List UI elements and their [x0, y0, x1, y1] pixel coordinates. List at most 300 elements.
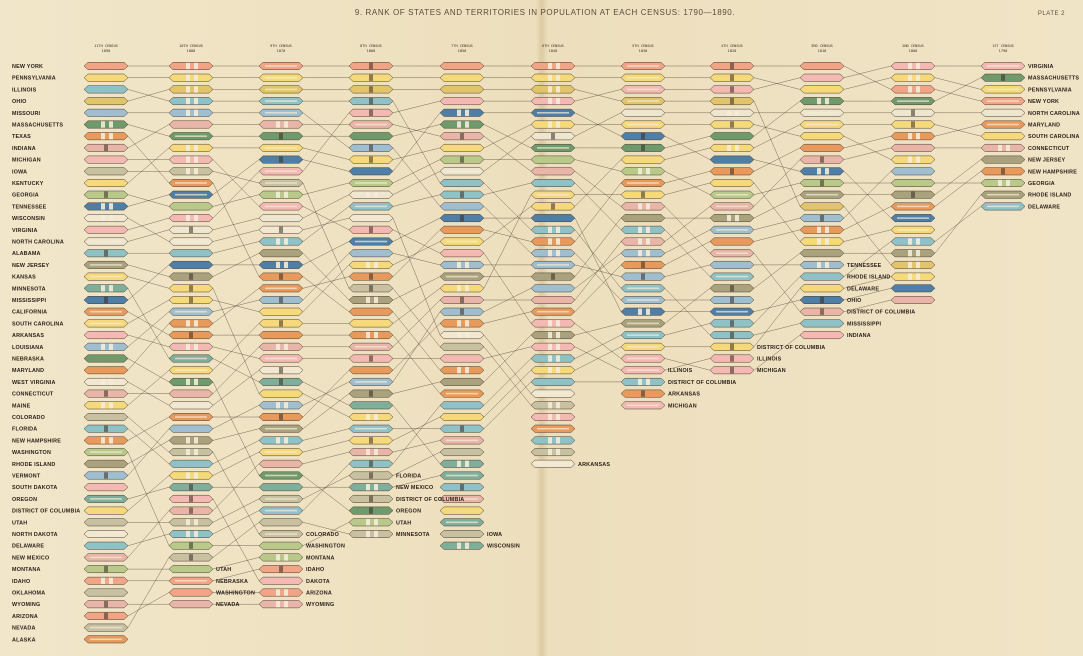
badge-louisiana-1890	[84, 343, 128, 350]
badge-new-mexico-1890	[84, 554, 128, 561]
connector-maryland-1850	[484, 230, 531, 242]
connector-virginia-1810	[844, 66, 891, 78]
connector-florida-1850	[484, 382, 531, 429]
end-label-delaware-1790: DELAWARE	[1028, 204, 1061, 211]
row-label-nebraska: NEBRASKA	[12, 356, 45, 363]
connector-alabama-1880	[213, 242, 259, 254]
badge-mississippi-1870	[259, 261, 303, 268]
badge-delaware-1890	[84, 542, 128, 549]
badge-district-of-columbia-1890	[84, 507, 128, 514]
connector-new-jersey-1860	[393, 277, 440, 300]
badge-massachusetts-1840	[531, 144, 575, 151]
badge-new-hampshire-1840	[531, 308, 575, 315]
badge-idaho-1870	[259, 565, 303, 572]
connector-texas-1860	[393, 312, 440, 371]
badge-vermont-1820	[710, 226, 754, 233]
badge-wisconsin-1870	[259, 226, 303, 233]
connector-tennessee-1830	[665, 136, 710, 159]
end-label-minnesota-1860: MINNESOTA	[396, 532, 430, 538]
badge-kentucky-1810	[800, 133, 844, 140]
connector-kentucky-1860	[393, 148, 440, 160]
connector-arkansas-1890	[128, 335, 169, 347]
badge-arkansas-1870	[259, 355, 303, 362]
badge-arkansas-1850	[440, 355, 484, 362]
badge-oregon-1850	[440, 472, 484, 479]
badge-connecticut-1840	[531, 296, 575, 303]
badge-vermont-1800	[891, 168, 935, 175]
badge-new-mexico-1850	[440, 437, 484, 444]
row-label-connecticut: CONNECTICUT	[12, 391, 54, 398]
badge-louisiana-1850	[440, 261, 484, 268]
connector-rhode-island-1870	[303, 394, 349, 429]
badge-new-york-1880	[169, 62, 213, 69]
end-label-district-of-columbia-1830: DISTRICT OF COLUMBIA	[668, 379, 737, 386]
end-label-maryland-1790: MARYLAND	[1028, 122, 1061, 129]
badge-arizona-1890	[84, 612, 128, 619]
connector-utah-1880	[213, 499, 259, 522]
end-label-arizona-1870: ARIZONA	[306, 590, 332, 597]
end-label-pennsylvania-1790: PENNSYLVANIA	[1028, 87, 1072, 94]
census-year-1820: 1820	[727, 49, 737, 53]
connector-connecticut-1820	[754, 160, 800, 207]
badge-massachusetts-1890	[84, 121, 128, 128]
badge-georgia-1850	[440, 156, 484, 163]
badge-south-carolina-1810	[800, 121, 844, 128]
badge-virginia-1860	[349, 109, 393, 116]
row-label-new-jersey: NEW JERSEY	[12, 262, 50, 269]
badge-mississippi-1840	[531, 214, 575, 221]
badge-connecticut-1830	[621, 238, 665, 245]
badge-maryland-1800	[891, 133, 935, 140]
badge-california-1880	[169, 331, 213, 338]
connector-alabama-1870	[303, 206, 349, 241]
badge-new-hampshire-1830	[621, 261, 665, 268]
badge-maine-1880	[169, 367, 213, 374]
connector-indiana-1890	[128, 125, 169, 148]
badge-california-1870	[259, 331, 303, 338]
badge-kansas-1870	[259, 390, 303, 397]
connector-maryland-1820	[754, 148, 800, 171]
badge-rhode-island-1800	[891, 250, 935, 257]
row-label-maine: MAINE	[12, 403, 31, 410]
badge-virginia-1800	[891, 62, 935, 69]
end-label-rhode-island-1790: RHODE ISLAND	[1028, 192, 1072, 199]
badge-indiana-1870	[259, 121, 303, 128]
end-label-georgia-1790: GEORGIA	[1028, 181, 1055, 187]
badge-indiana-1840	[531, 168, 575, 175]
badge-missouri-1850	[440, 203, 484, 210]
badge-utah-1860	[349, 495, 393, 502]
connector-delaware-1890	[128, 534, 169, 546]
badge-virginia-1820	[710, 86, 754, 93]
badge-oregon-1850	[440, 519, 484, 526]
badge-oklahoma-1890	[84, 589, 128, 596]
badge-michigan-1890	[84, 156, 128, 163]
end-label-massachusetts-1790: MASSACHUSETTS	[1028, 75, 1080, 82]
badge-dakota-1870	[259, 577, 303, 584]
badge-district-of-columbia-1800	[891, 273, 935, 280]
badge-new-hampshire-1810	[800, 226, 844, 233]
row-label-vermont: VERMONT	[12, 473, 41, 480]
row-label-arkansas: ARKANSAS	[12, 333, 45, 340]
connector-maine-1850	[484, 195, 531, 289]
connector-west-virginia-1880	[213, 370, 259, 405]
connector-georgia-1880	[213, 195, 259, 207]
connector-new-hampshire-1870	[303, 370, 349, 417]
badge-ohio-1830	[621, 97, 665, 104]
connector-wisconsin-1890	[128, 218, 169, 241]
badge-delaware-1840	[531, 437, 575, 444]
badge-delaware-1790	[981, 203, 1025, 210]
connector-new-hampshire-1840	[575, 265, 621, 312]
connector-illinois-1840	[575, 230, 621, 288]
badge-north-carolina-1890	[84, 238, 128, 245]
badge-new-jersey-1830	[621, 214, 665, 221]
connector-georgia-1820	[754, 183, 800, 195]
connector-delaware-1830	[665, 323, 710, 335]
badge-michigan-1830	[621, 355, 665, 362]
badge-south-carolina-1850	[440, 238, 484, 245]
badge-connecticut-1870	[259, 343, 303, 350]
connector-district-of-columbia-1880	[213, 452, 259, 475]
connector-virginia-1890	[128, 218, 169, 230]
row-label-pennsylvania: PENNSYLVANIA	[12, 75, 56, 82]
badge-new-york-1820	[710, 62, 754, 69]
badge-georgia-1810	[800, 179, 844, 186]
badge-vermont-1870	[259, 402, 303, 409]
badge-ohio-1850	[440, 86, 484, 93]
census-header-1790: 1ST CENSUS	[992, 44, 1014, 48]
connector-michigan-1870	[303, 206, 349, 229]
connector-south-carolina-1870	[303, 265, 349, 312]
badge-virginia-1850	[440, 97, 484, 104]
connector-tennessee-1870	[303, 160, 349, 172]
connector-wisconsin-1880	[213, 230, 259, 242]
badge-alabama-1860	[349, 203, 393, 210]
badge-utah-1850	[440, 448, 484, 455]
census-header-1820: 4TH CENSUS	[721, 44, 743, 48]
end-label-iowa-1850: IOWA	[487, 532, 503, 538]
row-label-virginia: VIRGINIA	[12, 227, 38, 234]
badge-minnesota-1850	[440, 542, 484, 549]
badge-dakota-1880	[169, 495, 213, 502]
end-label-new-jersey-1790: NEW JERSEY	[1028, 157, 1066, 164]
badge-new-hampshire-1840	[531, 425, 575, 432]
connector-virginia-1870	[303, 113, 349, 172]
badge-pennsylvania-1820	[710, 74, 754, 81]
badge-washington-1880	[169, 542, 213, 549]
badge-illinois-1820	[710, 331, 754, 338]
connector-missouri-1840	[575, 253, 621, 300]
connector-new-jersey-1820	[754, 195, 800, 218]
connector-massachusetts-1830	[665, 136, 710, 148]
badge-utah-1870	[259, 495, 303, 502]
end-label-montana-1870: MONTANA	[306, 555, 335, 562]
badge-south-carolina-1880	[169, 296, 213, 303]
badge-delaware-1850	[440, 402, 484, 409]
badge-nebraska-1870	[259, 472, 303, 479]
badge-tennessee-1860	[349, 168, 393, 175]
badge-massachusetts-1800	[891, 97, 935, 104]
badge-virginia-1830	[621, 86, 665, 93]
badge-pennsylvania-1850	[440, 74, 484, 81]
badge-district-of-columbia-1840	[531, 367, 575, 374]
badge-washington-1870	[259, 542, 303, 549]
badge-new-jersey-1790	[981, 156, 1025, 163]
row-label-georgia: GEORGIA	[12, 192, 39, 199]
badge-kentucky-1870	[259, 144, 303, 151]
connector-missouri-1850	[484, 206, 531, 253]
census-header-1850: 7TH CENSUS	[451, 44, 473, 48]
connector-new-mexico-1860	[393, 440, 440, 452]
end-label-wyoming-1870: WYOMING	[306, 602, 335, 609]
badge-wisconsin-1840	[531, 390, 575, 397]
badge-ohio-1810	[800, 203, 844, 210]
badge-mississippi-1860	[349, 238, 393, 245]
badge-iowa-1840	[531, 402, 575, 409]
connector-louisiana-1860	[393, 253, 440, 265]
row-label-washington: WASHINGTON	[12, 450, 52, 457]
badge-north-carolina-1860	[349, 191, 393, 198]
connector-kansas-1880	[213, 288, 259, 393]
badge-arizona-1880	[169, 589, 213, 596]
badge-south-carolina-1800	[891, 121, 935, 128]
connector-nevada-1890	[128, 557, 169, 627]
connector-alabama-1850	[484, 183, 531, 195]
badge-kansas-1860	[349, 413, 393, 420]
badge-north-carolina-1800	[891, 109, 935, 116]
badge-maine-1810	[800, 238, 844, 245]
badge-pennsylvania-1870	[259, 74, 303, 81]
connector-district-of-columbia-1820	[754, 288, 800, 347]
badge-mississippi-1850	[440, 214, 484, 221]
connector-connecticut-1880	[213, 347, 259, 394]
badge-connecticut-1860	[349, 343, 393, 350]
badge-illinois-1860	[349, 97, 393, 104]
connector-texas-1870	[303, 277, 349, 312]
badge-kentucky-1830	[621, 121, 665, 128]
badge-kentucky-1850	[440, 144, 484, 151]
badge-missouri-1840	[531, 250, 575, 257]
badge-kentucky-1820	[710, 121, 754, 128]
badge-connecticut-1890	[84, 390, 128, 397]
connector-connecticut-1810	[844, 148, 891, 160]
badge-new-hampshire-1790	[981, 168, 1025, 175]
badge-north-carolina-1790	[981, 109, 1025, 116]
connector-new-york-1810	[844, 66, 891, 89]
badge-new-hampshire-1870	[259, 413, 303, 420]
census-headers	[94, 44, 1014, 53]
badge-wisconsin-1860	[349, 214, 393, 221]
end-label-ohio-1810: OHIO	[847, 298, 862, 304]
badge-indiana-1880	[169, 121, 213, 128]
badge-north-carolina-1840	[531, 133, 575, 140]
badge-illinois-1830	[621, 285, 665, 292]
badge-new-mexico-1880	[169, 507, 213, 514]
badge-south-carolina-1790	[981, 133, 1025, 140]
connector-iowa-1870	[303, 183, 349, 288]
badge-virginia-1880	[169, 214, 213, 221]
row-label-florida: FLORIDA	[12, 426, 38, 433]
row-label-missouri: MISSOURI	[12, 110, 41, 117]
badge-california-1860	[349, 331, 393, 338]
badge-missouri-1820	[710, 296, 754, 303]
end-label-florida-1860: FLORIDA	[396, 473, 422, 480]
badge-kentucky-1860	[349, 156, 393, 163]
badge-delaware-1870	[259, 507, 303, 514]
end-label-rhode-island-1810: RHODE ISLAND	[847, 274, 891, 281]
badge-missouri-1870	[259, 109, 303, 116]
badge-district-of-columbia-1850	[440, 413, 484, 420]
badge-rhode-island-1890	[84, 460, 128, 467]
badge-florida-1870	[259, 437, 303, 444]
badge-ohio-1800	[891, 261, 935, 268]
badge-minnesota-1860	[349, 402, 393, 409]
connector-new-jersey-1840	[575, 218, 621, 277]
badge-alaska-1890	[84, 636, 128, 643]
badge-new-york-1860	[349, 62, 393, 69]
badge-massachusetts-1810	[800, 97, 844, 104]
connector-new-jersey-1890	[128, 265, 169, 277]
badge-mississippi-1880	[169, 261, 213, 268]
badge-nebraska-1860	[349, 507, 393, 514]
connector-indiana-1830	[665, 206, 710, 253]
row-label-kansas: KANSAS	[12, 274, 36, 281]
badge-louisiana-1870	[259, 296, 303, 303]
badge-florida-1830	[621, 378, 665, 385]
badge-rhode-island-1810	[800, 250, 844, 257]
badge-north-carolina-1820	[710, 109, 754, 116]
badge-rhode-island-1880	[169, 437, 213, 444]
end-label-district-of-columbia-1810: DISTRICT OF COLUMBIA	[847, 309, 916, 316]
badge-new-york-1850	[440, 62, 484, 69]
end-label-connecticut-1790: CONNECTICUT	[1028, 145, 1070, 152]
badge-delaware-1880	[169, 530, 213, 537]
badge-ohio-1890	[84, 97, 128, 104]
badge-louisiana-1880	[169, 308, 213, 315]
connector-illinois-1820	[754, 323, 800, 335]
connector-delaware-1840	[575, 335, 621, 358]
badge-south-carolina-1840	[531, 203, 575, 210]
badge-maryland-1860	[349, 273, 393, 280]
badge-washington-1890	[84, 448, 128, 455]
badge-new-jersey-1880	[169, 273, 213, 280]
badge-ohio-1880	[169, 86, 213, 93]
end-label-virginia-1790: VIRGINIA	[1028, 64, 1054, 70]
badge-indiana-1860	[349, 121, 393, 128]
badge-alabama-1890	[84, 250, 128, 257]
badge-south-carolina-1870	[259, 308, 303, 315]
badge-utah-1890	[84, 519, 128, 526]
row-label-kentucky: KENTUCKY	[12, 181, 44, 187]
connector-maryland-1880	[213, 288, 259, 323]
row-label-minnesota: MINNESOTA	[12, 286, 46, 293]
badge-virginia-1890	[84, 226, 128, 233]
badge-iowa-1840	[531, 448, 575, 455]
badge-new-hampshire-1800	[891, 203, 935, 210]
badge-missouri-1880	[169, 109, 213, 116]
badge-maine-1870	[259, 320, 303, 327]
connector-indiana-1840	[575, 171, 621, 206]
row-label-tennessee: TENNESSEE	[12, 204, 47, 211]
connector-new-jersey-1800	[935, 160, 981, 195]
badge-georgia-1840	[531, 156, 575, 163]
badge-south-dakota-1890	[84, 484, 128, 491]
badge-georgia-1880	[169, 203, 213, 210]
badge-texas-1870	[259, 273, 303, 280]
badge-colorado-1890	[84, 413, 128, 420]
row-label-rhode-island: RHODE ISLAND	[12, 461, 56, 468]
badge-new-york-1890	[84, 62, 128, 69]
badge-vermont-1830	[621, 250, 665, 257]
connector-nebraska-1870	[303, 476, 349, 511]
badge-north-carolina-1850	[440, 168, 484, 175]
end-label-indiana-1810: INDIANA	[847, 333, 871, 340]
census-header-1800: 2ND CENSUS	[902, 44, 924, 48]
badge-north-carolina-1830	[621, 109, 665, 116]
badge-michigan-1810	[800, 331, 844, 338]
badge-georgia-1800	[891, 179, 935, 186]
badge-colorado-1870	[259, 530, 303, 537]
badge-pennsylvania-1880	[169, 74, 213, 81]
connector-massachusetts-1800	[935, 78, 981, 101]
row-label-mississippi: MISSISSIPPI	[12, 298, 47, 304]
badge-west-virginia-1890	[84, 378, 128, 385]
row-label-louisiana: LOUISIANA	[12, 344, 44, 351]
badge-connecticut-1880	[169, 390, 213, 397]
badge-pennsylvania-1800	[891, 74, 935, 81]
badge-texas-1850	[440, 367, 484, 374]
connector-vermont-1890	[128, 429, 169, 476]
badge-vermont-1880	[169, 425, 213, 432]
badge-minnesota-1880	[169, 355, 213, 362]
connector-michigan-1880	[213, 160, 259, 207]
connector-district-of-columbia-1870	[303, 440, 349, 452]
badge-illinois-1870	[259, 97, 303, 104]
connector-connecticut-1830	[665, 206, 710, 241]
badge-pennsylvania-1890	[84, 74, 128, 81]
badge-connecticut-1850	[440, 296, 484, 303]
census-header-1810: 3RD CENSUS	[811, 44, 833, 48]
badge-new-hampshire-1860	[349, 367, 393, 374]
connector-new-mexico-1890	[128, 511, 169, 558]
connector-north-carolina-1860	[393, 171, 440, 194]
end-label-utah-1880: UTAH	[216, 567, 232, 574]
badge-arkansas-1830	[621, 402, 665, 409]
badge-virginia-1790	[981, 62, 1025, 69]
badge-maryland-1830	[621, 179, 665, 186]
connector-arkansas-1880	[213, 347, 259, 359]
badge-florida-1850	[440, 484, 484, 491]
badge-maryland-1890	[84, 367, 128, 374]
connector-alabama-1840	[575, 183, 621, 230]
connector-iowa-1850	[484, 347, 531, 406]
badge-missouri-1890	[84, 109, 128, 116]
badge-florida-1850	[440, 425, 484, 432]
badge-alabama-1840	[531, 179, 575, 186]
badge-iowa-1890	[84, 168, 128, 175]
row-label-utah: UTAH	[12, 520, 28, 527]
connector-pennsylvania-1810	[844, 78, 891, 90]
badge-rhode-island-1790	[981, 191, 1025, 198]
end-label-michigan-1830: MICHIGAN	[668, 403, 697, 410]
badge-alabama-1850	[440, 191, 484, 198]
row-label-idaho: IDAHO	[12, 578, 31, 585]
census-year-1810: 1810	[817, 49, 827, 53]
connector-maryland-1810	[844, 136, 891, 148]
badge-vermont-1840	[531, 285, 575, 292]
connector-washington-1890	[128, 452, 169, 546]
